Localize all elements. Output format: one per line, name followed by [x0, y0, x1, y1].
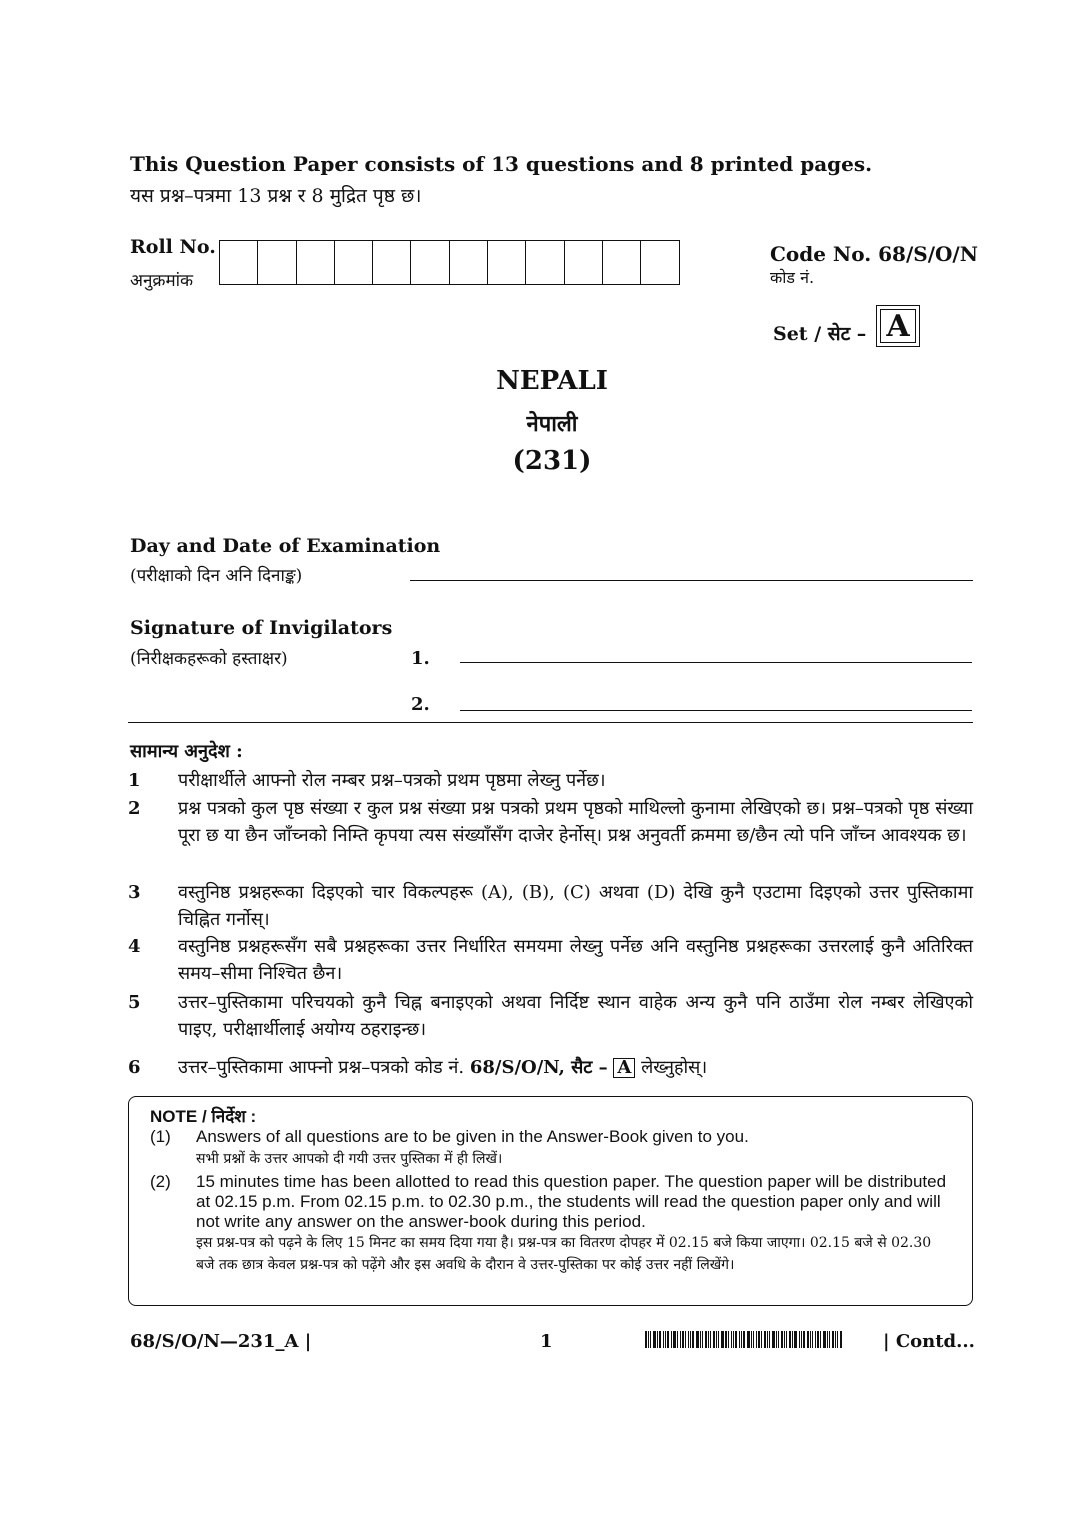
- instruction-5-number: 5: [128, 992, 141, 1013]
- barcode-bar: [807, 1331, 809, 1348]
- barcode-bar: [815, 1331, 816, 1348]
- exam-date-label-nepali: (परीक्षाको दिन अनि दिनाङ्क): [130, 566, 303, 586]
- set-box: [876, 305, 920, 347]
- barcode-bar: [792, 1331, 793, 1348]
- barcode-bar: [810, 1331, 811, 1348]
- barcode-bar: [758, 1331, 760, 1348]
- signature-label-nepali: (निरीक्षकहरूको हस्ताक्षर): [130, 649, 288, 669]
- instruction-2-number: 2: [128, 798, 141, 819]
- barcode-bar: [648, 1331, 649, 1348]
- barcode-bar: [685, 1331, 686, 1348]
- barcode-bar: [753, 1331, 754, 1348]
- exam-date-line[interactable]: [410, 580, 973, 581]
- barcode-bar: [747, 1331, 750, 1348]
- roll-number-cell[interactable]: [335, 241, 373, 284]
- footer-page-number: 1: [540, 1331, 553, 1352]
- barcode-bar: [829, 1331, 830, 1348]
- barcode-bar: [767, 1331, 768, 1348]
- subject-title-nepali: नेपाली: [526, 411, 578, 437]
- instruction-6-after: लेख्नुहोस्।: [641, 1057, 708, 1078]
- barcode-bar: [718, 1331, 719, 1348]
- barcode-bar: [799, 1331, 800, 1348]
- barcode-bar: [733, 1331, 734, 1348]
- barcode-bar: [789, 1331, 791, 1348]
- barcode-bar: [702, 1331, 703, 1348]
- barcode-bar: [657, 1331, 658, 1348]
- barcode-bar: [751, 1331, 752, 1348]
- barcode-bar: [677, 1331, 678, 1348]
- instruction-4-number: 4: [128, 936, 141, 957]
- barcode-bar: [663, 1331, 664, 1348]
- barcode-bar: [832, 1331, 834, 1348]
- note-title: NOTE / निर्देश :: [150, 1107, 257, 1126]
- roll-number-cell[interactable]: [526, 241, 564, 284]
- barcode-bar: [721, 1331, 724, 1348]
- barcode-bar: [769, 1331, 770, 1348]
- barcode-bar: [725, 1331, 727, 1348]
- note-2-hindi: इस प्रश्न-पत्र को पढ़ने के लिए 15 मिनट का समय दिया गया है। प्रश्न-पत्र का वितरण दोपहर में 02.15 बजे किया जाएगा। 02.15 बजे से 02.30 बजे तक छात्र केवल प्रश्न-पत्र को पढ़ेंगे और इस अवधि के दौरान वे उत्तर-पुस्तिका पर कोई उत्तर नहीं लिखेंगे।: [196, 1235, 932, 1273]
- barcode-bar: [682, 1331, 684, 1348]
- instructions-title: सामान्य अनुदेश :: [130, 741, 243, 762]
- note-2-number: (2): [150, 1172, 171, 1191]
- barcode-bar: [645, 1331, 647, 1348]
- instruction-6-before: उत्तर–पुस्तिकामा आफ्नो प्रश्न–पत्रको कोड नं.: [178, 1057, 465, 1078]
- roll-number-cell[interactable]: [565, 241, 603, 284]
- code-number: Code No. 68/S/O/N: [770, 242, 979, 266]
- footer-paper-code: 68/S/O/N—231_A |: [130, 1331, 312, 1352]
- instruction-3-text: वस्तुनिष्ठ प्रश्नहरूका दिइएको चार विकल्पहरू (A), (B), (C) अथवा (D) देखि कुनै एउटामा दिइएको उत्तर पुस्तिकामा चिह्नित गर्नोस्।: [178, 882, 973, 930]
- subject-title: NEPALI: [496, 366, 608, 396]
- barcode-bar: [794, 1331, 797, 1348]
- barcode-bar: [812, 1331, 813, 1348]
- subject-code: (231): [512, 446, 592, 476]
- instruction-6-set-box: A: [613, 1058, 635, 1078]
- barcode-bar: [743, 1331, 745, 1348]
- barcode-bar: [671, 1331, 672, 1348]
- barcode-bar: [692, 1331, 694, 1348]
- roll-number-cell[interactable]: [411, 241, 449, 284]
- section-divider: [128, 722, 973, 723]
- note-2-english: 15 minutes time has been allotted to read this question paper. The question paper will be distributed at 02.15 p.m. From 02.15 p.m. to 02.30 p.m., the students will read the question paper only and will not write any answer on the answer-book during this period.: [196, 1172, 947, 1231]
- signature-label: Signature of Invigilators: [130, 617, 393, 639]
- barcode-bar: [696, 1331, 699, 1348]
- barcode-bar: [817, 1331, 819, 1348]
- barcode-bar: [708, 1331, 709, 1348]
- exam-date-label: Day and Date of Examination: [130, 535, 441, 557]
- barcode-bar: [731, 1331, 732, 1348]
- barcode-bar: [837, 1331, 838, 1348]
- instruction-2-text: प्रश्न पत्रको कुल पृष्ठ संख्या र कुल प्रश्न संख्या प्रश्न पत्रको प्रथम पृष्ठको माथिल्लो कुनामा लेखिएको छ। प्रश्न–पत्रको पृष्ठ संख्या पूरा छ या छैन जाँच्नको निम्ति कृपया त्यस संख्याँसँग दाजेर हेर्नोस्। प्रश्न अनुवर्ती क्रममा छ/छैन त्यो पनि जाँच्न आवश्यक छ।: [178, 798, 973, 846]
- note-1-number: (1): [150, 1127, 171, 1146]
- instruction-3-number: 3: [128, 882, 141, 903]
- barcode-bar: [667, 1331, 669, 1348]
- barcode-bar: [690, 1331, 691, 1348]
- roll-number-cell[interactable]: [488, 241, 526, 284]
- barcode-bar: [823, 1331, 826, 1348]
- instruction-6-number: 6: [128, 1057, 141, 1078]
- barcode-bar: [665, 1331, 666, 1348]
- barcode-bar: [801, 1331, 802, 1348]
- barcode-bar: [716, 1331, 717, 1348]
- barcode-bar: [680, 1331, 681, 1348]
- barcode-bar: [673, 1331, 676, 1348]
- barcode-bar: [705, 1331, 707, 1348]
- barcode-bar: [803, 1331, 805, 1348]
- barcode-bar: [827, 1331, 828, 1348]
- roll-number-cell[interactable]: [258, 241, 296, 284]
- barcode-bar: [784, 1331, 785, 1348]
- barcode-bar: [650, 1331, 651, 1348]
- roll-number-cell[interactable]: [220, 241, 258, 284]
- barcode-icon: [645, 1331, 858, 1348]
- roll-number-label-nepali: अनुक्रमांक: [130, 271, 194, 291]
- barcode-bar: [820, 1331, 821, 1348]
- instruction-1-number: 1: [128, 770, 141, 791]
- barcode-bar: [739, 1331, 740, 1348]
- barcode-bar: [728, 1331, 729, 1348]
- signature-2-number: 2.: [411, 694, 430, 715]
- set-label: Set / सेट –: [773, 323, 867, 345]
- signature-1-line[interactable]: [460, 662, 972, 663]
- instruction-5-text: उत्तर–पुस्तिकामा परिचयको कुनै चिह्न बनाइएको अथवा निर्दिष्ट स्थान वाहेक अन्य कुनै पनि ठाउँमा रोल नम्बर लेखिएको पाइए, परीक्षार्थीलाई अयोग्य ठहराइन्छ।: [178, 992, 973, 1040]
- barcode-bar: [741, 1331, 742, 1348]
- roll-number-label: Roll No.: [130, 236, 216, 258]
- barcode-bar: [776, 1331, 777, 1348]
- barcode-bar: [786, 1331, 787, 1348]
- barcode-bar: [840, 1331, 842, 1348]
- footer-contd: | Contd...: [883, 1331, 975, 1352]
- barcode-bar: [772, 1331, 775, 1348]
- roll-number-cell[interactable]: [450, 241, 488, 284]
- instruction-1-text: परीक्षार्थीले आफ्नो रोल नम्बर प्रश्न–पत्रको प्रथम पृष्ठमा लेख्नु पर्नेछ।: [178, 770, 606, 791]
- roll-number-boxes[interactable]: [219, 240, 680, 285]
- instruction-4-text: वस्तुनिष्ठ प्रश्नहरूसँग सबै प्रश्नहरूका उत्तर निर्धारित समयमा लेख्नु पर्नेछ अनि वस्तुनिष्ठ प्रश्नहरूका उत्तरलाई कुनै अतिरिक्त समय–सीमा निश्चित छैन।: [178, 936, 973, 984]
- page-info-english: This Question Paper consists of 13 questions and 8 printed pages.: [130, 152, 873, 176]
- barcode-bar: [700, 1331, 701, 1348]
- barcode-bar: [735, 1331, 737, 1348]
- barcode-bar: [713, 1331, 715, 1348]
- barcode-bar: [659, 1331, 661, 1348]
- barcode-bar: [778, 1331, 779, 1348]
- barcode-bar: [781, 1331, 783, 1348]
- roll-number-cell[interactable]: [297, 241, 335, 284]
- barcode-bar: [764, 1331, 766, 1348]
- barcode-bar: [756, 1331, 757, 1348]
- page-info-nepali: यस प्रश्न–पत्रमा 13 प्रश्न र 8 मुद्रित पृष्ठ छ।: [130, 185, 422, 207]
- barcode-bar: [761, 1331, 762, 1348]
- barcode-bar: [710, 1331, 711, 1348]
- roll-number-cell[interactable]: [603, 241, 641, 284]
- barcode-bar: [688, 1331, 689, 1348]
- code-number-nepali: कोड नं.: [770, 268, 815, 287]
- roll-number-cell[interactable]: [641, 241, 679, 284]
- instruction-6-code: 68/S/O/N, सैट –: [469, 1057, 608, 1078]
- note-1-hindi: सभी प्रश्नों के उत्तर आपको दी गयी उत्तर पुस्तिका में ही लिखें।: [196, 1151, 503, 1167]
- barcode-bar: [835, 1331, 836, 1348]
- set-value: A: [880, 309, 916, 343]
- barcode-bar: [653, 1331, 656, 1348]
- note-1-english: Answers of all questions are to be given in the Answer-Book given to you.: [196, 1127, 749, 1146]
- signature-2-line[interactable]: [460, 710, 972, 711]
- roll-number-cell[interactable]: [373, 241, 411, 284]
- signature-1-number: 1.: [411, 648, 430, 669]
- instruction-6-text: [178, 1054, 973, 1081]
